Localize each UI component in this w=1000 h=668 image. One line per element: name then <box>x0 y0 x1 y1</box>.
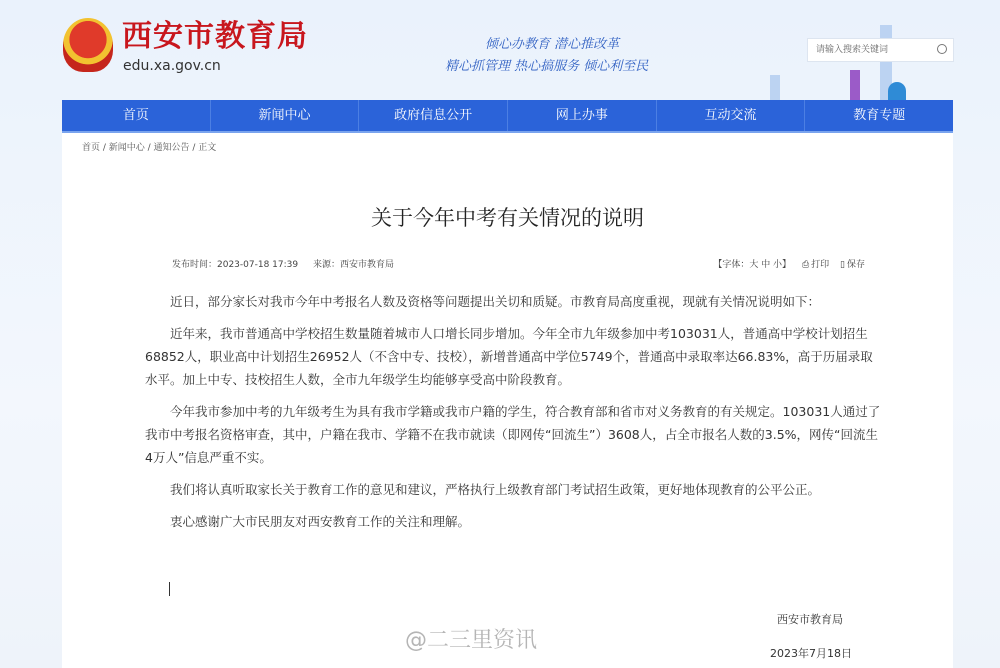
print-button[interactable]: 打印 <box>811 260 830 270</box>
nav-item-online-services[interactable]: 网上办事 <box>508 100 657 131</box>
article-date: 2023年7月18日 <box>770 647 852 660</box>
nav-item-topics[interactable]: 教育专题 <box>853 108 906 123</box>
article-tools <box>705 259 865 271</box>
main-nav <box>62 100 953 133</box>
slogan-line-2: 精心抓管理 热心搞服务 倾心利至民 <box>445 59 649 74</box>
print-icon[interactable]: ⎙ <box>801 260 810 270</box>
breadcrumb[interactable]: 首页 / 新闻中心 / 通知公告 / 正文 <box>82 143 217 153</box>
publish-time: 发布时间：2023-07-18 17:39 <box>172 260 299 270</box>
article-source: 来源：西安市教育局 <box>312 260 394 270</box>
nav-item-news[interactable]: 新闻中心 <box>211 100 360 131</box>
paragraph: 近日，部分家长对我市今年中考报名人数及资格等问题提出关切和质疑。市教育局高度重视，现就有关情况说明如下： <box>170 294 821 309</box>
decoration-figure <box>888 82 906 100</box>
slogan-line-1: 倾心办教育 潜心推改革 <box>485 37 620 52</box>
nav-item-interaction[interactable]: 互动交流 <box>657 100 806 131</box>
search-input[interactable] <box>807 38 954 62</box>
site-title[interactable]: 西安市教育局 <box>122 19 308 54</box>
paragraph: 近年来，我市普通高中学校招生数量随着城市人口增长同步增加。今年全市九年级参加中考103031人，普通高中学校计划招生68852人，职业高中计划招生26952人（不含中专、技校），新增普通高中学位5749个，普通高中录取率达66.83%，高于历届录取水平。加上中专、技校招生人数，全市九年级学生均能够享受高中阶段教育。 <box>145 326 873 387</box>
search-placeholder: 请输入搜索关键词 <box>816 45 889 55</box>
signature: 西安市教育局 <box>777 613 843 626</box>
national-emblem-logo <box>63 18 113 72</box>
nav-item-gov-info[interactable]: 政府信息公开 <box>359 100 508 131</box>
site-header <box>0 0 1000 100</box>
decoration-building <box>770 75 780 100</box>
paragraph: 今年我市参加中考的九年级考生为具有我市学籍或我市户籍的学生，符合教育部和省市对义务教育的有关规定。103031人通过了我市中考报名资格审查，其中，户籍在我市、学籍不在我市就读（即网传“回流生”）3608人，占全市报名人数的3.5%，网传“回流生4万人”信息严重不实。 <box>145 404 881 465</box>
text-cursor <box>169 582 170 596</box>
article-body <box>145 290 885 542</box>
save-icon[interactable]: ▯ <box>840 260 845 270</box>
article-meta <box>172 259 406 271</box>
site-url: edu.xa.gov.cn <box>123 58 221 74</box>
decoration-figure <box>850 70 860 100</box>
paragraph: 我们将认真听取家长关于教育工作的意见和建议，严格执行上级教育部门考试招生政策，更好地体现教育的公平公正。 <box>170 482 821 497</box>
paragraph: 衷心感谢广大市民朋友对西安教育工作的关注和理解。 <box>170 514 471 529</box>
font-size-selector[interactable]: 【字体：大 中 小】 <box>713 260 792 270</box>
watermark: @二三里资讯 <box>405 628 538 653</box>
save-button[interactable]: 保存 <box>846 260 865 270</box>
nav-item-home[interactable]: 首页 <box>62 100 211 131</box>
article-title: 关于今年中考有关情况的说明 <box>371 206 644 230</box>
search-icon[interactable] <box>937 44 947 54</box>
